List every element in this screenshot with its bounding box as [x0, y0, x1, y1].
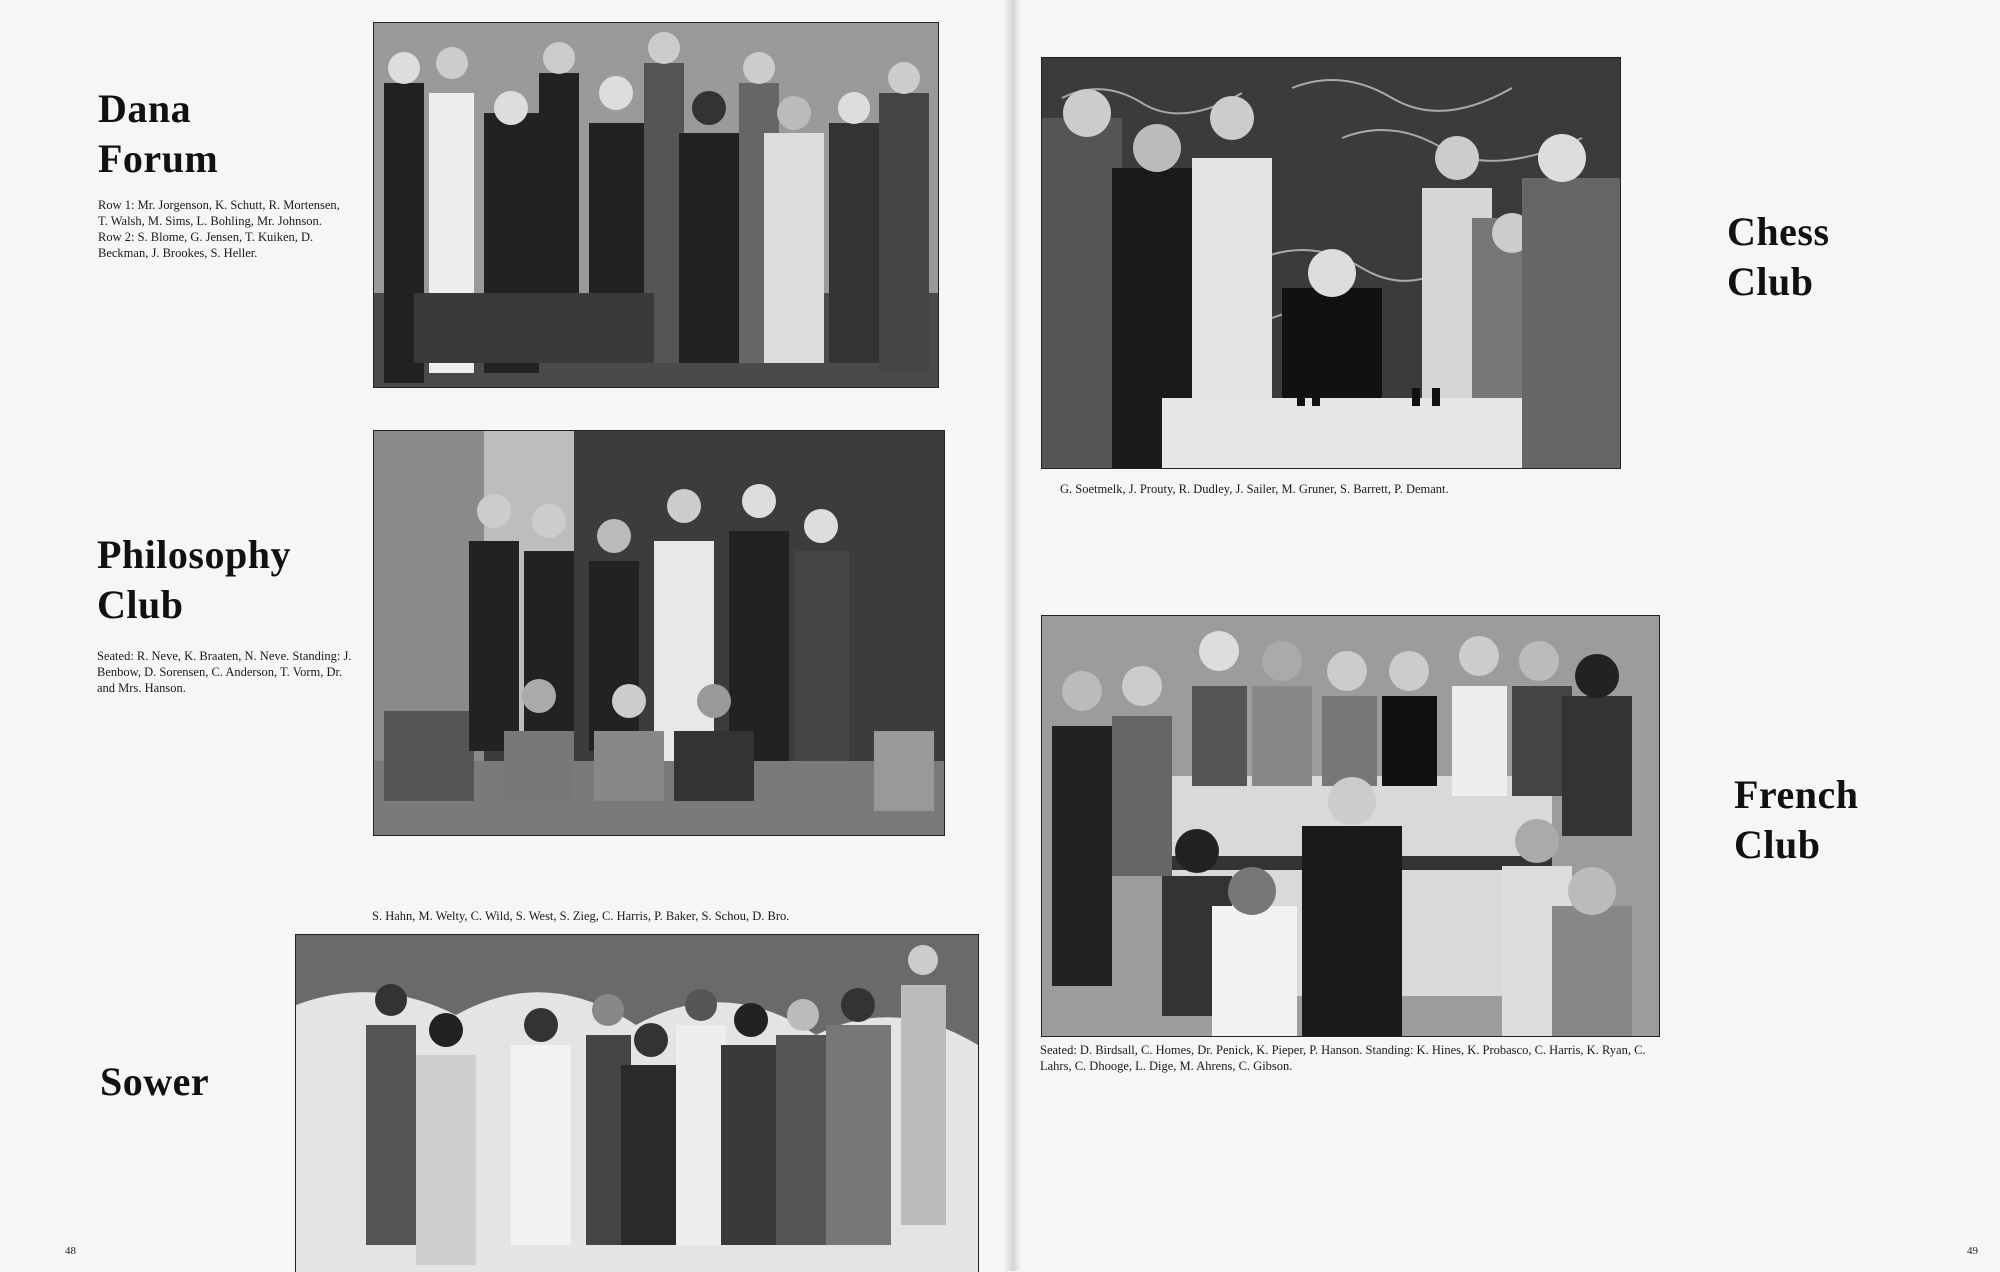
philosophy-club-heading: Philosophy Club [97, 532, 291, 627]
chess-club-heading: Chess Club [1727, 209, 1830, 304]
dana-forum-heading: Dana Forum [98, 86, 219, 181]
page-gutter [1003, 0, 1021, 1271]
sower-heading: Sower [100, 1059, 210, 1104]
chess-club-photo [1041, 57, 1621, 469]
french-club-heading: French Club [1734, 772, 1859, 867]
chess-club-caption: G. Soetmelk, J. Prouty, R. Dudley, J. Sailer, M. Gruner, S. Barrett, P. Demant. [1060, 482, 1449, 496]
page-number-left: 48 [65, 1245, 76, 1257]
sower-photo [295, 934, 979, 1272]
sower-caption: S. Hahn, M. Welty, C. Wild, S. West, S. Zieg, C. Harris, P. Baker, S. Schou, D. Bro. [372, 909, 790, 923]
french-club-photo [1041, 615, 1660, 1037]
philosophy-club-caption: Seated: R. Neve, K. Braaten, N. Neve. Standing: J. Benbow, D. Sorensen, C. Anderson, T. Vorm, Dr. and Mrs. Hanson. [97, 649, 352, 695]
dana-forum-photo [373, 22, 939, 388]
french-club-caption: Seated: D. Birdsall, C. Homes, Dr. Penick, K. Pieper, P. Hanson. Standing: K. Hines, K. Probasco, C. Harris, K. Ryan, C. Lahrs, C. Dhooge, L. Dige, M. Ahrens, C. Gibson. [1040, 1043, 1646, 1073]
philosophy-club-photo [373, 430, 945, 836]
dana-forum-caption: Row 1: Mr. Jorgenson, K. Schutt, R. Mortensen, T. Walsh, M. Sims, L. Bohling, Mr. Johnson. Row 2: S. Blome, G. Jensen, T. Kuiken, D. Beckman, J. Brookes, S. Heller. [98, 198, 340, 260]
page-number-right: 49 [1967, 1245, 1978, 1257]
